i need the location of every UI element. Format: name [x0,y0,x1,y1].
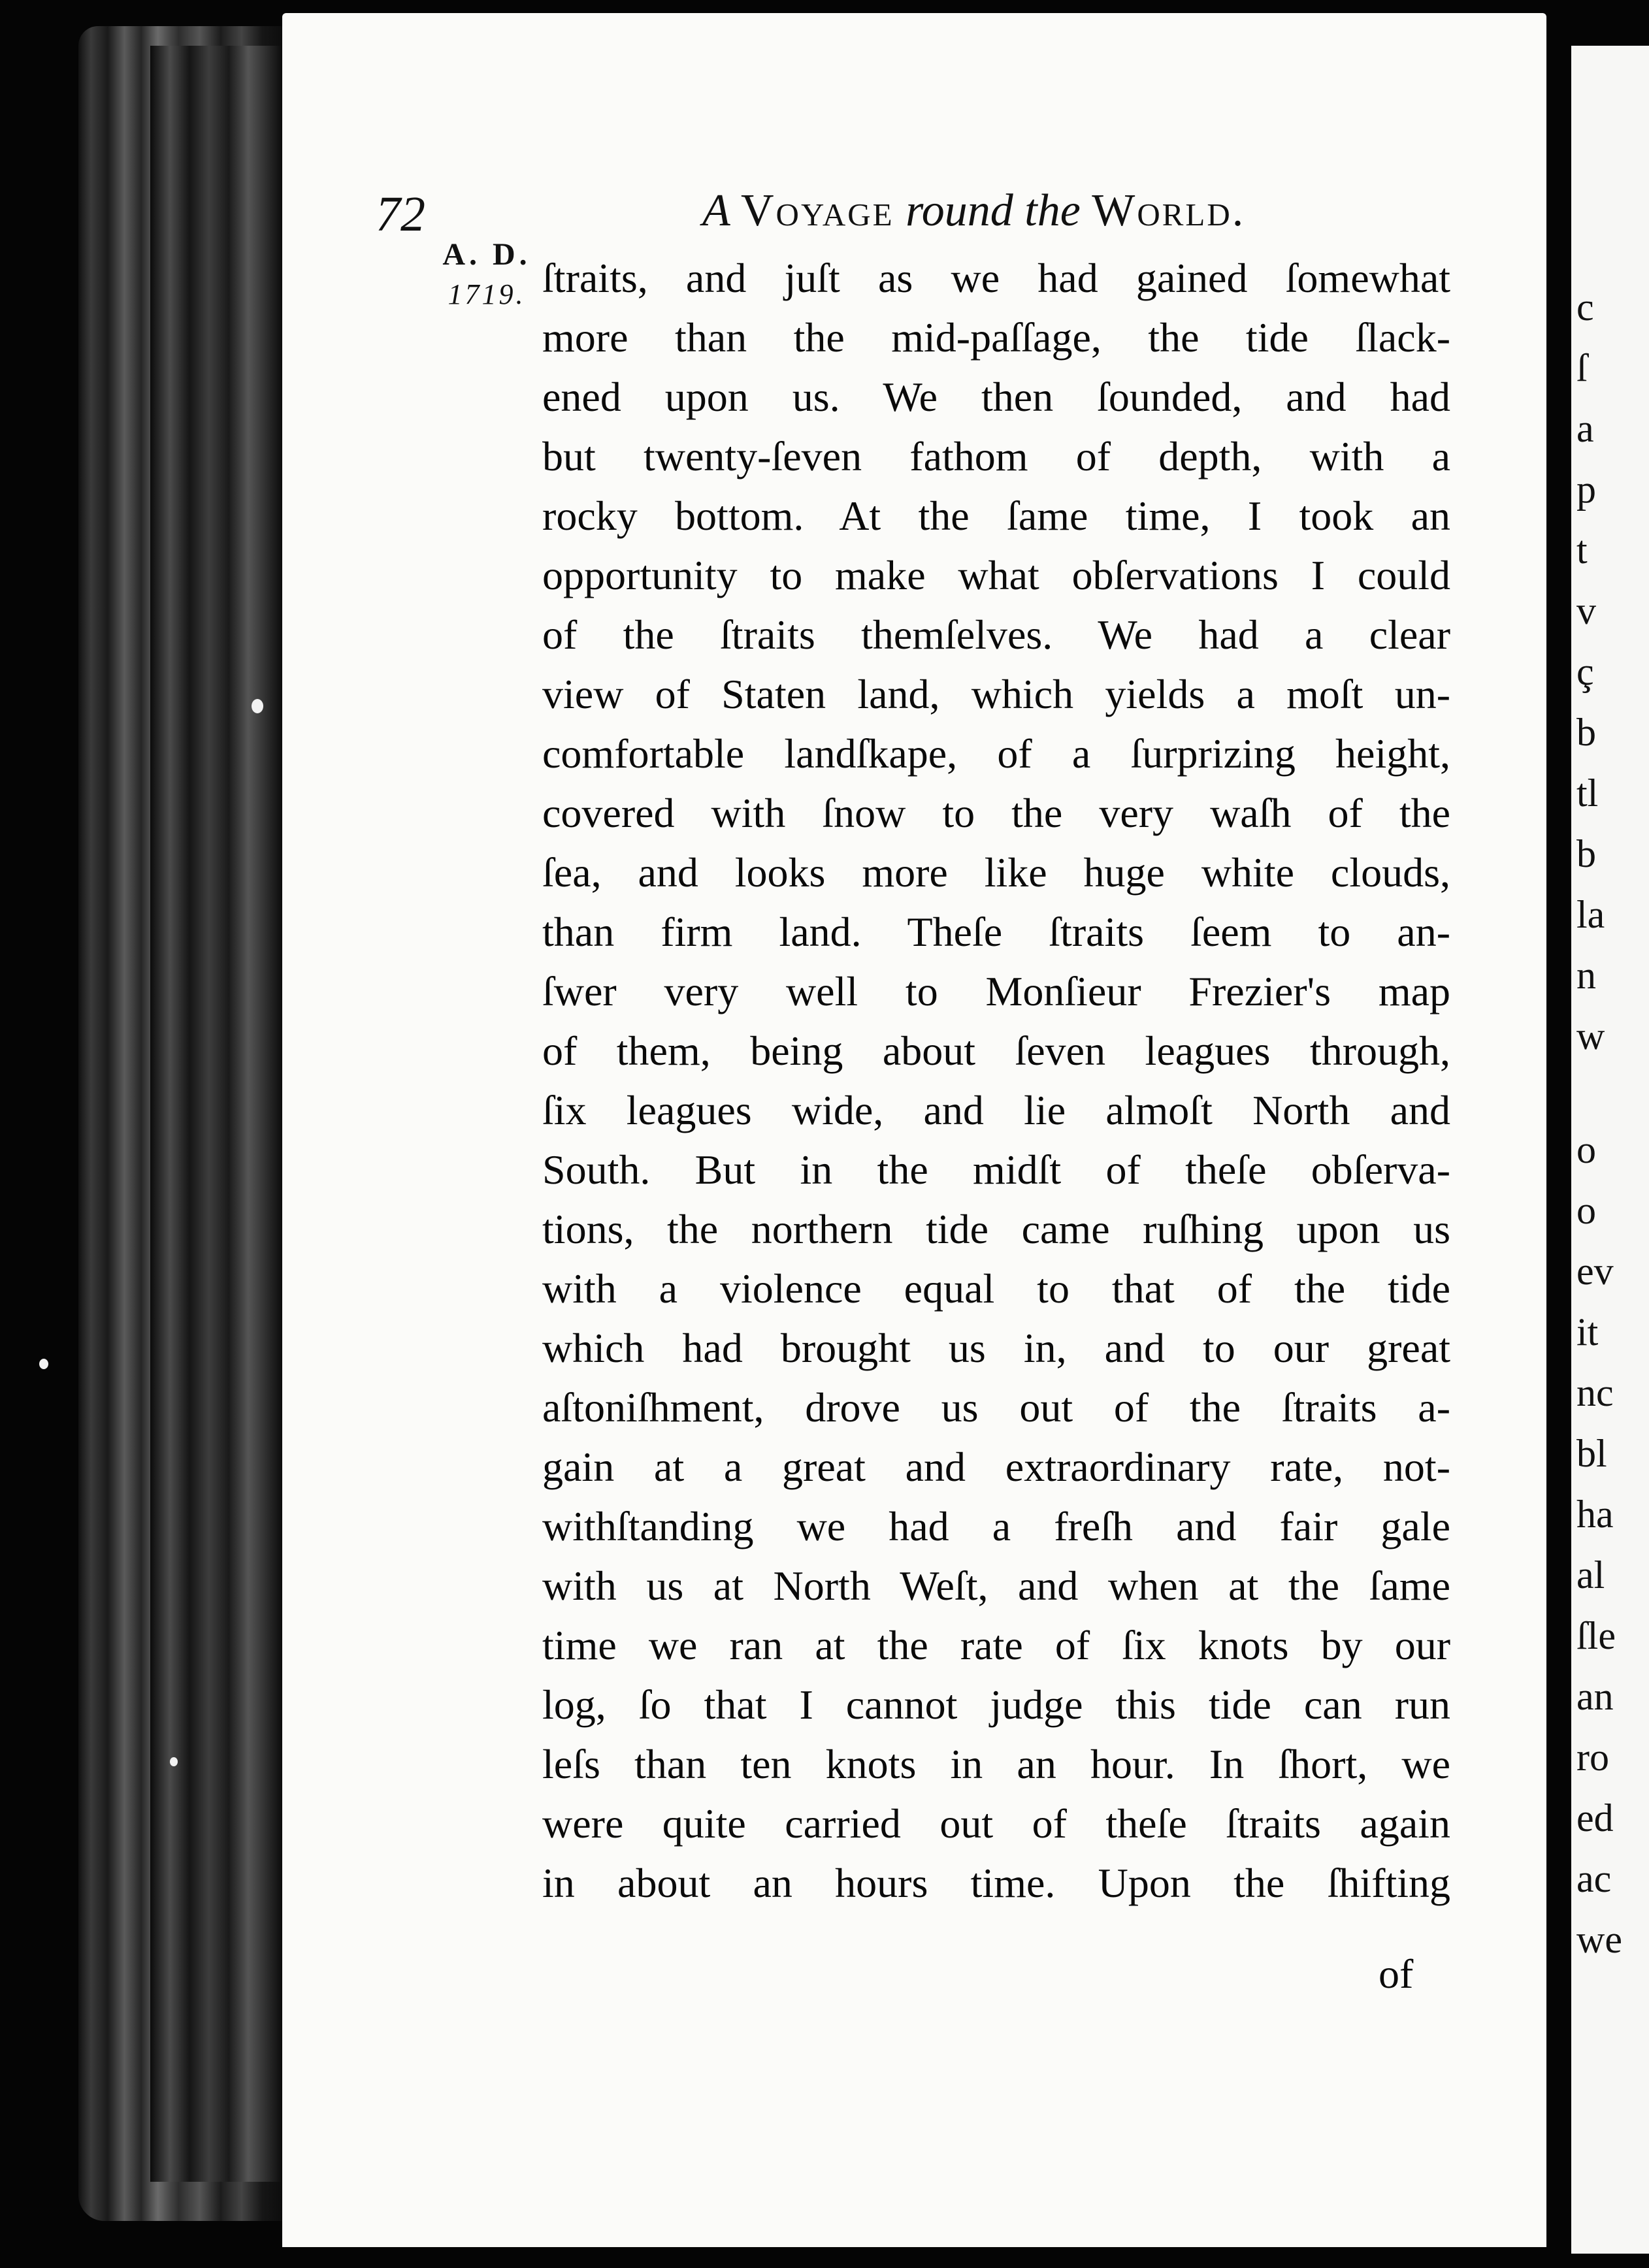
running-title-world: World. [1092,186,1246,236]
facing-page-fragment: ha [1576,1493,1614,1536]
text-line: ſix leagues wide, and lie almoſt North and [542,1087,1450,1133]
text-line: ſtraits, and juſt as we had gained ſomewhat [542,255,1450,301]
facing-page-fragment: n [1576,954,1596,997]
text-line: log, ſo that I cannot judge this tide can run [542,1681,1450,1728]
text-line: ſwer very well to Monſieur Frezier's map [542,968,1450,1014]
text-line: which had brought us in, and to our great [542,1325,1450,1371]
facing-page-fragment: ev [1576,1250,1614,1293]
text-line: covered with ſnow to the very waſh of the [542,790,1450,836]
scan-speck [170,1757,178,1766]
running-title-article: A [702,186,741,236]
facing-page-fragment: bl [1576,1432,1607,1475]
catchword: of [1379,1951,1414,1997]
text-line: time we ran at the rate of ſix knots by our [542,1622,1450,1668]
text-line: ened upon us. We then ſounded, and had [542,374,1450,420]
facing-page-fragment: p [1576,468,1596,511]
facing-page-fragment: b [1576,832,1596,875]
book-gutter [150,46,281,2182]
facing-page-fragment: an [1576,1675,1614,1718]
text-line: more than the mid-paſſage, the tide ſlack- [542,314,1450,361]
text-line: of the ſtraits themſelves. We had a clear [542,611,1450,658]
text-line: comfortable landſkape, of a ſurprizing height, [542,730,1450,777]
text-line: were quite carried out of theſe ſtraits again [542,1800,1450,1847]
text-line: gain at a great and extraordinary rate, not- [542,1444,1450,1490]
facing-page-fragment: ſ [1576,346,1588,389]
text-line: of them, being about ſeven leagues through, [542,1028,1450,1074]
facing-page-fragment: la [1576,893,1605,936]
facing-page-fragment: o [1576,1128,1596,1171]
facing-page-fragment: b [1576,711,1596,754]
facing-page-fragment: ſle [1576,1614,1616,1657]
text-line: than firm land. Theſe ſtraits ſeem to an- [542,909,1450,955]
text-line: in about an hours time. Upon the ſhifting [542,1860,1450,1906]
facing-page-fragment: c [1576,285,1594,329]
running-title-voyage: Voyage [741,186,894,236]
text-line: leſs than ten knots in an hour. In ſhort, we [542,1741,1450,1787]
page-number: 72 [376,187,425,242]
text-line: withſtanding we had a freſh and fair gale [542,1503,1450,1549]
text-line: but twenty-ſeven fathom of depth, with a [542,433,1450,479]
margin-year: 1719. [448,278,526,310]
facing-page-fragment: al [1576,1553,1605,1596]
text-line: with a violence equal to that of the tide [542,1265,1450,1312]
text-line: view of Staten land, which yields a moſt un- [542,671,1450,717]
running-title-round: round the [894,186,1092,236]
facing-page-fragment: nc [1576,1371,1614,1414]
text-line: opportunity to make what obſervations I could [542,552,1450,598]
text-line: with us at North Weſt, and when at the ſame [542,1563,1450,1609]
facing-page-fragment: ed [1576,1796,1614,1839]
facing-page-fragment: ç [1576,650,1594,693]
text-line: rocky bottom. At the ſame time, I took an [542,493,1450,539]
running-title [702,185,1245,237]
facing-page-fragment: v [1576,589,1596,632]
text-line: tions, the northern tide came ruſhing upon us [542,1206,1450,1252]
facing-page [1571,46,1649,2254]
facing-page-fragment: ro [1576,1736,1609,1779]
facing-page-fragment: it [1576,1310,1599,1353]
text-line: South. But in the midſt of theſe obſerva- [542,1146,1450,1193]
facing-page-fragment: a [1576,407,1594,450]
running-head [376,180,1343,242]
facing-page-fragment: t [1576,528,1588,572]
facing-page-fragment: w [1576,1014,1605,1058]
body-text [542,248,1450,1913]
facing-page-fragment: ac [1576,1857,1612,1900]
text-line: ſea, and looks more like huge white clouds, [542,849,1450,896]
scan-speck [252,699,263,713]
facing-page-fragment: we [1576,1918,1622,1961]
margin-era: A. D. [442,237,531,272]
scan-speck [39,1359,48,1369]
facing-page-fragment: tl [1576,771,1599,815]
margin-date-note [425,236,549,311]
facing-page-fragment: o [1576,1189,1596,1232]
text-line: aſtoniſhment, drove us out of the ſtraits a- [542,1384,1450,1431]
